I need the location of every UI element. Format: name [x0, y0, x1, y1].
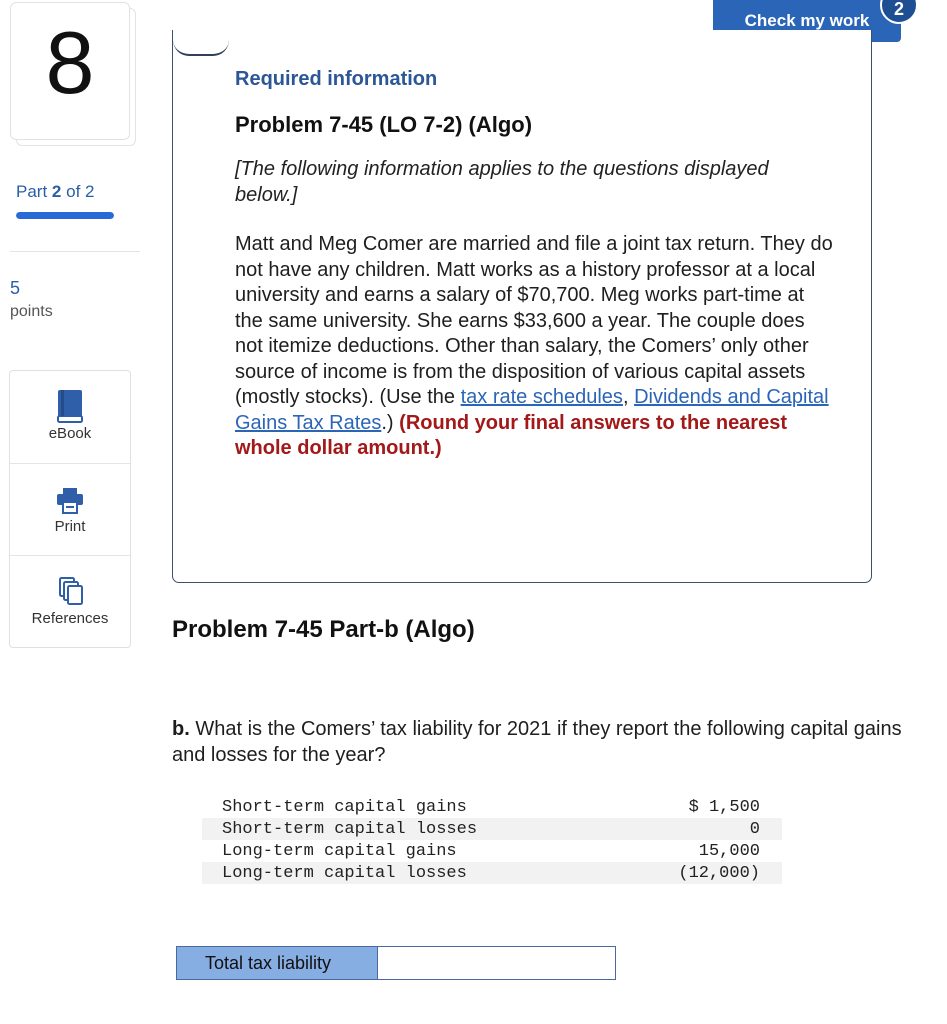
capital-gains-table: [202, 796, 782, 884]
part-indicator: [16, 182, 94, 202]
question-prefix: b.: [172, 718, 190, 740]
tools-panel: [9, 370, 131, 648]
dividends-capital-gains-link[interactable]: Dividends and Capital Gains Tax Rates: [235, 386, 829, 434]
applies-note: [The following information applies to the questions displayed below.]: [235, 158, 769, 206]
printer-icon: [55, 482, 85, 516]
check-attempts-badge: 2: [880, 0, 918, 24]
question-number: 8: [45, 13, 95, 112]
table-row: [202, 862, 782, 884]
answer-row: [176, 946, 616, 980]
part-b-question: [172, 716, 902, 768]
tax-rate-schedules-link[interactable]: tax rate schedules: [460, 386, 623, 408]
part-total: of 2: [66, 182, 95, 201]
references-label: References: [31, 610, 109, 627]
row-label: Short-term capital losses: [202, 818, 640, 840]
card-collapse-indicator: [173, 40, 229, 56]
after-links-text: .): [381, 411, 394, 434]
table-row: [202, 796, 782, 818]
print-label: Print: [54, 518, 86, 535]
problem-body-text: Matt and Meg Comer are married and file a joint tax return. They do not have any children. Matt works as a history professor at a local university and earns a salary of $70,700. Meg works part-time at the same university. She earns $33,600 a year. The couple does not itemize deductions. Other than salary, the Comers’ only other source of income is from the disposition of various capital assets (mostly stocks). (Use the: [235, 233, 833, 408]
references-icon: [56, 574, 84, 608]
points-label: points: [10, 303, 53, 320]
row-label: Short-term capital gains: [222, 797, 467, 817]
link-separator: ,: [622, 386, 629, 408]
check-my-work-button[interactable]: Check my work: [713, 0, 901, 42]
row-label: Long-term capital losses: [202, 862, 640, 884]
part-word: Part: [16, 182, 48, 201]
problem-body: [235, 232, 835, 462]
question-number-card: [10, 2, 130, 140]
answer-label: Total tax liability: [177, 947, 378, 979]
required-information-heading: Required information: [235, 68, 438, 90]
row-label: Long-term capital gains: [222, 841, 457, 861]
points-value: 5: [10, 278, 21, 298]
part-progress-fill: [16, 212, 114, 219]
rounding-instruction: (Round your final answers to the nearest whole dollar amount.): [235, 411, 787, 459]
part-current: 2: [51, 182, 62, 201]
part-b-title: Problem 7-45 Part-b (Algo): [172, 616, 475, 643]
table-row: [202, 818, 782, 840]
question-text: What is the Comers’ tax liability for 2021 if they report the following capital gains and losses for the year?: [172, 718, 902, 766]
part-progress-bar: [16, 212, 114, 219]
row-value: $ 1,500: [688, 797, 760, 817]
table-row: [202, 840, 782, 862]
references-button[interactable]: [10, 555, 130, 648]
problem-title: Problem 7-45 (LO 7-2) (Algo): [235, 112, 533, 137]
total-tax-liability-input[interactable]: [378, 947, 615, 979]
row-value: 15,000: [698, 841, 760, 861]
ebook-button[interactable]: [10, 371, 130, 463]
answer-cell: [378, 947, 615, 979]
required-information-card: [172, 30, 872, 583]
print-button[interactable]: [10, 463, 130, 556]
row-value: 0: [640, 818, 782, 840]
book-icon: [56, 389, 84, 423]
ebook-label: eBook: [48, 425, 92, 442]
row-value: (12,000): [640, 862, 782, 884]
rail-divider: [10, 251, 140, 252]
